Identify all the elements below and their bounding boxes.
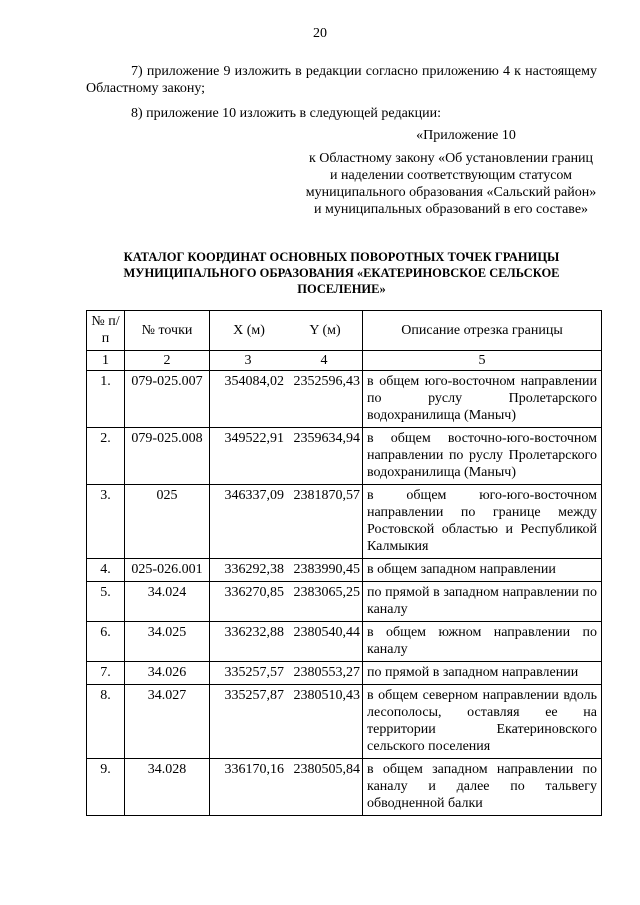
column-number: 2	[125, 351, 210, 371]
segment-description: по прямой в западном направлении по каналу	[363, 582, 602, 622]
table-row	[87, 685, 602, 759]
segment-description: в общем юго-юго-восточном направлении по границе между Ростовской областью и Республикой Калмыкия	[363, 485, 602, 559]
x-coordinate: 335257,57	[210, 662, 287, 685]
y-coordinate: 2381870,57	[286, 485, 363, 559]
paragraph-8: 8) приложение 10 изложить в следующей редакции:	[131, 106, 441, 121]
segment-description: в общем южном направлении по каналу	[363, 622, 602, 662]
header-x: X (м)	[210, 311, 287, 351]
column-number: 5	[363, 351, 602, 371]
y-coordinate: 2383990,45	[286, 559, 363, 582]
row-index: 4.	[87, 559, 125, 582]
paragraph-7: 7) приложение 9 изложить в редакции согласно приложению 4 к настоящему Областному закону;	[86, 64, 597, 96]
x-coordinate: 354084,02	[210, 371, 287, 428]
catalog-title: КАТАЛОГ КООРДИНАТ ОСНОВНЫХ ПОВОРОТНЫХ ТОЧЕК ГРАНИЦЫ МУНИЦИПАЛЬНОГО ОБРАЗОВАНИЯ «ЕКАТЕРИНОВСКОЕ СЕЛЬСКОЕ ПОСЕЛЕНИЕ»	[123, 250, 560, 296]
x-coordinate: 336232,88	[210, 622, 287, 662]
header-description: Описание отрезка границы	[363, 311, 602, 351]
row-index: 3.	[87, 485, 125, 559]
header-y: Y (м)	[286, 311, 363, 351]
coordinates-table	[86, 310, 602, 816]
point-number: 025-026.001	[125, 559, 210, 582]
x-coordinate: 336170,16	[210, 759, 287, 816]
segment-description: в общем западном направлении по каналу и далее по тальвегу обводненной балки	[363, 759, 602, 816]
appendix-subtitle: к Областному закону «Об установлении границ и наделении соответствующим статусом муниципального образования «Сальский район» и муниципальных образований в его составе»	[305, 151, 597, 217]
segment-description: в общем восточно-юго-восточном направлении по руслу Пролетарского водохранилища (Маныч)	[363, 428, 602, 485]
point-number: 34.026	[125, 662, 210, 685]
column-number-row	[87, 351, 602, 371]
table-row	[87, 371, 602, 428]
table-row	[87, 662, 602, 685]
row-index: 6.	[87, 622, 125, 662]
table-row	[87, 759, 602, 816]
y-coordinate: 2380553,27	[286, 662, 363, 685]
column-number: 3	[210, 351, 287, 371]
point-number: 34.025	[125, 622, 210, 662]
row-index: 5.	[87, 582, 125, 622]
point-number: 34.024	[125, 582, 210, 622]
x-coordinate: 335257,87	[210, 685, 287, 759]
appendix-title: «Приложение 10	[416, 128, 516, 143]
x-coordinate: 336292,38	[210, 559, 287, 582]
table-row	[87, 622, 602, 662]
table-row	[87, 559, 602, 582]
y-coordinate: 2380505,84	[286, 759, 363, 816]
point-number: 079-025.008	[125, 428, 210, 485]
row-index: 9.	[87, 759, 125, 816]
point-number: 025	[125, 485, 210, 559]
x-coordinate: 349522,91	[210, 428, 287, 485]
segment-description: в общем западном направлении	[363, 559, 602, 582]
segment-description: в общем северном направлении вдоль лесополосы, оставляя ее на территории Екатериновского сельского поселения	[363, 685, 602, 759]
table-row	[87, 485, 602, 559]
point-number: 079-025.007	[125, 371, 210, 428]
y-coordinate: 2359634,94	[286, 428, 363, 485]
point-number: 34.028	[125, 759, 210, 816]
x-coordinate: 346337,09	[210, 485, 287, 559]
y-coordinate: 2383065,25	[286, 582, 363, 622]
header-point-number: № точки	[125, 311, 210, 351]
x-coordinate: 336270,85	[210, 582, 287, 622]
y-coordinate: 2380510,43	[286, 685, 363, 759]
row-index: 1.	[87, 371, 125, 428]
page-number: 20	[313, 26, 327, 41]
segment-description: в общем юго-восточном направлении по руслу Пролетарского водохранилища (Маныч)	[363, 371, 602, 428]
row-index: 2.	[87, 428, 125, 485]
segment-description: по прямой в западном направлении	[363, 662, 602, 685]
point-number: 34.027	[125, 685, 210, 759]
y-coordinate: 2352596,43	[286, 371, 363, 428]
row-index: 8.	[87, 685, 125, 759]
table-row	[87, 428, 602, 485]
row-index: 7.	[87, 662, 125, 685]
header-index: № п/п	[87, 311, 125, 351]
column-number: 4	[286, 351, 363, 371]
table-row	[87, 582, 602, 622]
y-coordinate: 2380540,44	[286, 622, 363, 662]
table-header-row	[87, 311, 602, 351]
column-number: 1	[87, 351, 125, 371]
